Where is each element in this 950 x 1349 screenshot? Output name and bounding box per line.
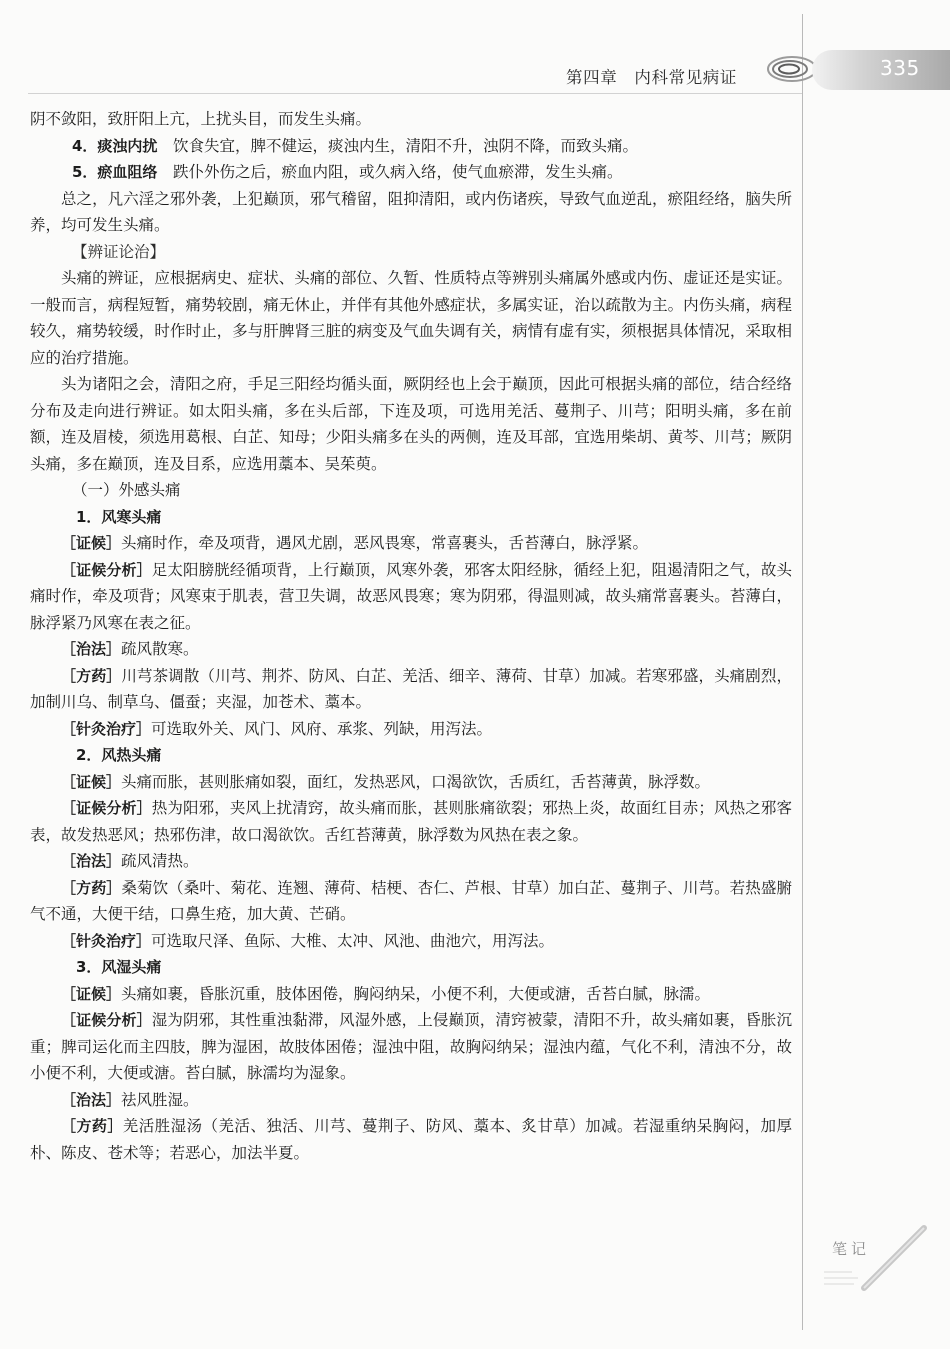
label-fenxi: ［证候分析］: [61, 1011, 152, 1029]
paragraph: [30, 133, 792, 160]
cause-label: 4．痰浊内扰: [72, 136, 158, 155]
item-paragraph: [30, 557, 792, 637]
label-fangyao: ［方药］: [61, 1117, 123, 1135]
label-zhifa: ［治法］: [61, 852, 122, 870]
item-text: 足太阳膀胱经循项背，上行巅顶，风寒外袭，邪客太阳经脉，循经上犯，阻遏清阳之气，故头痛时作，牵及项背；风寒束于肌表，营卫失调，故恶风畏寒；寒为阴邪，得温则减，故头痛常喜裹头。苔薄白，脉浮紧乃风寒在表之征。: [30, 560, 792, 632]
item-text: 头痛时作，牵及项背，遇风尤剧，恶风畏寒，常喜裹头，舌苔薄白，脉浮紧。: [121, 534, 649, 552]
paragraph: 头痛的辨证，应根据病史、症状、头痛的部位、久暂、性质特点等辨别头痛属外感或内伤、虚证还是实证。一般而言，病程短暂，痛势较剧，痛无休止，并伴有其他外感症状，多属实证，治以疏散为主。内伤头痛，病程较久，痛势较缓，时作时止，多与肝脾肾三脏的病变及气血失调有关，病情有虚有实，须根据具体情况，采取相应的治疗措施。: [30, 269, 792, 367]
chapter-title: 第四章 内科常见病证: [566, 68, 737, 87]
paragraph: 头为诸阳之会，清阳之府，手足三阳经均循头面，厥阴经也上会于巅顶，因此可根据头痛的部位，结合经络分布及走向进行辨证。如太阳头痛，多在头后部，下连及项，可选用羌活、蔓荆子、川芎；阳明头痛，多在前额，连及眉棱，须选用葛根、白芷、知母；少阳头痛多在头的两侧，连及耳部，宜选用柴胡、黄芩、川芎；厥阴头痛，多在巅顶，连及目系，应选用藁本、吴茱萸。: [30, 375, 792, 473]
item-paragraph: [30, 875, 792, 928]
item-paragraph: [30, 769, 792, 796]
item-text: 川芎茶调散（川芎、荆芥、防风、白芷、羌活、细辛、薄荷、甘草）加减。若寒邪盛，头痛剧烈，加制川乌、制草乌、僵蚕；夹湿，加苍术、藁本。: [30, 666, 792, 711]
item-text: 疏风散寒。: [121, 640, 199, 658]
item-text: 羌活胜湿汤（羌活、独活、川芎、蔓荆子、防风、藁本、炙甘草）加减。若湿重纳呆胸闷，加厚朴、陈皮、苍术等；若恶心，加法半夏。: [30, 1117, 792, 1162]
swirl-logo-icon: [760, 44, 818, 90]
paragraph: 阴不敛阳，致肝阳上亢，上扰头目，而发生头痛。: [30, 110, 372, 128]
item-paragraph: [30, 981, 792, 1008]
subsection-heading: （一）外感头痛: [72, 481, 181, 499]
item-paragraph: [30, 663, 792, 716]
item-text: 可选取外关、风门、风府、承浆、列缺，用泻法。: [151, 719, 493, 738]
item-text: 可选取尺泽、鱼际、大椎、太冲、风池、曲池穴，用泻法。: [151, 931, 555, 950]
item-paragraph: [30, 848, 792, 875]
cause-label: 5．瘀血阻络: [72, 163, 158, 181]
item-text: 桑菊饮（桑叶、菊花、连翘、薄荷、桔梗、杏仁、芦根、甘草）加白芷、蔓荆子、川芎。若热盛腑气不通，大便干结，口鼻生疮，加大黄、芒硝。: [30, 878, 792, 923]
item-title: 1．风寒头痛: [76, 507, 162, 526]
item-paragraph: [30, 928, 792, 955]
pen-icon: [816, 1220, 936, 1300]
item-text: 祛风胜湿。: [121, 1090, 199, 1109]
label-zhifa: ［治法］: [61, 640, 122, 658]
paragraph: 总之，凡六淫之邪外袭，上犯巅顶，邪气稽留，阻抑清阳，或内伤诸疾，导致气血逆乱，瘀阻经络，脑失所养，均可发生头痛。: [30, 189, 792, 234]
label-fenxi: ［证候分析］: [61, 560, 152, 579]
label-zhenjiu: ［针灸治疗］: [61, 931, 152, 950]
label-zhenghou: ［证候］: [61, 984, 122, 1003]
item-text: 疏风清热。: [121, 852, 199, 870]
item-paragraph: [30, 716, 792, 743]
label-fenxi: ［证候分析］: [61, 799, 152, 817]
label-zhifa: ［治法］: [61, 1090, 122, 1109]
item-text: 湿为阴邪，其性重浊黏滞，风湿外感，上侵巅顶，清窍被蒙，清阳不升，故头痛如裹，昏胀沉重；脾司运化而主四肢，脾为湿困，故肢体困倦；湿浊中阻，故胸闷纳呆；湿浊内蕴，气化不利，清浊不分，故小便不利，大便或溏。苔白腻，脉濡均为湿象。: [30, 1011, 792, 1082]
section-heading: 【辨证论治】: [72, 242, 166, 261]
item-paragraph: [30, 530, 792, 557]
label-zhenghou: ［证候］: [61, 772, 122, 791]
item-text: 头痛如裹，昏胀沉重，肢体困倦，胸闷纳呆，小便不利，大便或溏，舌苔白腻，脉濡。: [121, 984, 711, 1003]
item-paragraph: [30, 636, 792, 663]
cause-text: 饮食失宜，脾不健运，痰浊内生，清阳不升，浊阴不降，而致头痛。: [157, 136, 638, 155]
paragraph: [30, 159, 792, 186]
item-paragraph: [30, 1113, 792, 1166]
page-number: 335: [880, 56, 920, 80]
item-title: 2．风热头痛: [76, 746, 162, 764]
notes-label: 笔记: [832, 1240, 871, 1258]
item-title: 3．风湿头痛: [76, 958, 162, 976]
item-paragraph: [30, 795, 792, 848]
body-text: [30, 106, 792, 1166]
label-zhenjiu: ［针灸治疗］: [61, 719, 152, 738]
label-fangyao: ［方药］: [61, 878, 122, 897]
item-paragraph: [30, 1007, 792, 1087]
item-text: 热为阳邪，夹风上扰清窍，故头痛而胀，甚则胀痛欲裂；邪热上炎，故面红目赤；风热之邪客表，故发热恶风；热邪伤津，故口渴欲饮。舌红苔薄黄，脉浮数为风热在表之象。: [30, 799, 792, 844]
cause-text: 跌仆外伤之后，瘀血内阻，或久病入络，使气血瘀滞，发生头痛。: [157, 163, 623, 181]
margin-rule: [802, 14, 803, 1330]
header-rule: [28, 93, 802, 94]
label-zhenghou: ［证候］: [61, 534, 122, 552]
label-fangyao: ［方药］: [61, 666, 122, 685]
item-text: 头痛而胀，甚则胀痛如裂，面红，发热恶风，口渴欲饮，舌质红，舌苔薄黄，脉浮数。: [121, 772, 711, 791]
item-paragraph: [30, 1087, 792, 1114]
